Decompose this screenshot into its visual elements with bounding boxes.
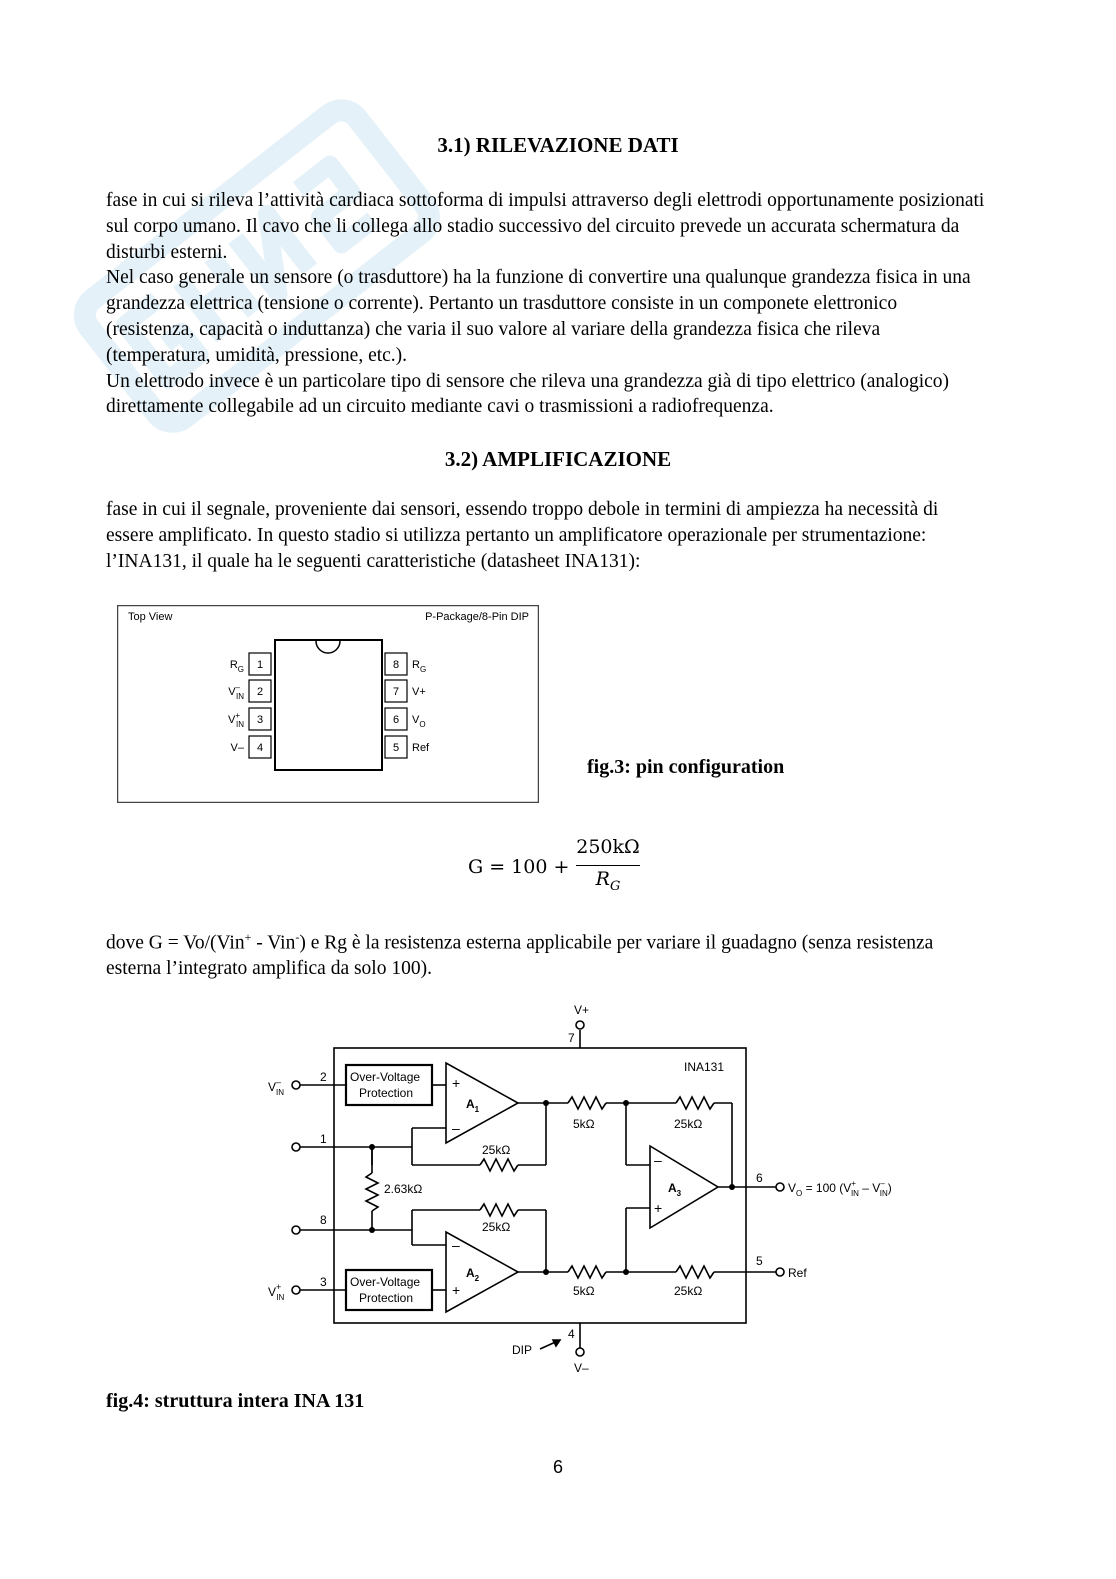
svg-text:5: 5: [392, 742, 400, 754]
svg-text:V–IN: V– IN: [228, 683, 244, 701]
r25k-bottom-value: 25kΩ: [674, 1284, 703, 1298]
fb2-value: 25kΩ: [482, 1220, 511, 1234]
vin-minus-label: V– IN: [268, 1077, 285, 1097]
ovp-top-line1: Over-Voltage: [350, 1070, 421, 1084]
pin1-label: 1: [320, 1132, 327, 1146]
resistor-5k-bottom: [568, 1266, 606, 1278]
gain-formula: [468, 836, 648, 900]
svg-text:V–: V–: [230, 742, 244, 754]
resistor-gain-2-63k: [366, 1173, 378, 1211]
pin8-label: 8: [320, 1213, 327, 1227]
top-view-label: Top View: [128, 611, 173, 623]
section-heading-rilevazione: 3.1) RILEVAZIONE DATI: [437, 133, 679, 157]
section-heading-amplificazione: 3.2) AMPLIFICAZIONE: [444, 447, 672, 471]
figure-3-caption: fig.3: pin configuration: [587, 756, 785, 778]
ovp-bottom-line1: Over-Voltage: [350, 1275, 421, 1289]
gain-description: [106, 925, 986, 982]
paragraph: Un elettrodo invece è un particolare tipo di sensore che rileva una grandezza già di tipo elettrico (analogico) direttamente collegabile ad un circuito mediante cavi o trasmissioni a radiofrequenza.: [106, 370, 950, 418]
formula-numerator: 250kΩ: [576, 836, 640, 858]
section-body-rilevazione: [106, 188, 986, 420]
svg-text:RG: $R_G$: [412, 659, 427, 674]
pin6-label: 6: [756, 1171, 763, 1185]
resistor-25k-fb1: [480, 1159, 518, 1171]
pin4-label: 4: [568, 1327, 575, 1341]
r25k-top-value: 25kΩ: [674, 1117, 703, 1131]
svg-text:7: 7: [392, 686, 400, 698]
formula-denominator: $R_G$: [595, 868, 621, 894]
vin-plus-label: V+ IN: [268, 1282, 285, 1302]
resistor-25k-top: [676, 1097, 714, 1109]
paragraph: fase in cui si rileva l’attività cardiaca sottoforma di impulsi attraverso degli elettrodi opportunamente posizionati sul corpo umano. Il cavo che li collega allo stadio successivo del circuito prevede un accurata schermatura da disturbi esterni.: [106, 190, 985, 263]
a1-plus: +: [452, 1075, 461, 1091]
svg-text:2: 2: [256, 686, 264, 698]
vplus-label: V+: [574, 1003, 590, 1017]
paragraph: Nel caso generale un sensore (o trasduttore) ha la funzione di convertire una qualunque grandezza fisica in una grandezza elettrica (tensione o corrente). Pertanto un trasduttore consiste in un componete elettronico (resistenza, capacità o induttanza) che varia il suo valore al variare della grandezza fisica che rileva (temperatura, umidità, pressione, etc.).: [106, 267, 971, 366]
figure-4-caption: fig.4: struttura intera INA 131: [106, 1390, 365, 1412]
pin3-label: 3: [320, 1275, 327, 1289]
pin-configuration-figure: [117, 605, 539, 803]
package-label: P-Package/8-Pin DIP: [425, 611, 529, 623]
chip-body: [275, 640, 382, 770]
paragraph: dove G = Vo/(Vin+ - Vin-) e Rg è la resistenza esterna applicabile per variare il guadagno (senza resistenza esterna l’integrato amplifica da solo 100).: [106, 930, 934, 980]
resistor-5k-top: [568, 1097, 606, 1109]
paragraph: fase in cui il segnale, proveniente dai sensori, essendo troppo debole in termini di ampiezza ha necessità di essere amplificato. In questo stadio si utilizza pertanto un amplificatore operazionale per strumentazione: l’INA131, il quale ha le seguenti caratteristiche (datasheet INA131):: [106, 499, 939, 572]
svg-text:8: 8: [392, 659, 400, 671]
a3-plus: +: [654, 1200, 663, 1216]
formula-fraction: [576, 836, 640, 894]
svg-text:4: 4: [256, 742, 264, 754]
formula-lhs: G = 100 +: [468, 856, 570, 878]
a2-minus: –: [452, 1237, 460, 1253]
svg-text:6: 6: [392, 714, 400, 726]
a3-minus: –: [654, 1152, 662, 1168]
svg-text:1: 1: [256, 659, 264, 671]
svg-text:V+IN: V+ IN: [227, 711, 244, 729]
a2-label: $A_2$: [466, 1266, 480, 1283]
svg-text:RG: $R_G$: [229, 659, 244, 674]
r5k-top-value: 5kΩ: [573, 1117, 595, 1131]
ina131-circuit-diagram: [262, 1000, 942, 1378]
dip-label: DIP: [512, 1343, 533, 1357]
fb1-value: 25kΩ: [482, 1143, 511, 1157]
a2-plus: +: [452, 1282, 461, 1298]
gain-resistor-value: 2.63kΩ: [384, 1182, 423, 1196]
resistor-25k-bottom: [676, 1266, 714, 1278]
output-equation: $V_O = 100$ (V+ IN – V– IN): [788, 1179, 892, 1198]
svg-text:3: 3: [256, 714, 264, 726]
section-body-amplificazione: [106, 497, 986, 574]
page-number: 6: [552, 1457, 563, 1477]
r5k-bottom-value: 5kΩ: [573, 1284, 595, 1298]
a3-label: $A_3$: [668, 1181, 682, 1198]
vminus-label: V–: [574, 1361, 589, 1375]
ovp-top-line2: Protection: [359, 1086, 414, 1100]
ovp-bottom-line2: Protection: [359, 1291, 414, 1305]
svg-text:V+: V+: [412, 686, 426, 698]
chip-name-label: INA131: [684, 1060, 725, 1074]
pin7-label: 7: [568, 1031, 575, 1045]
pin2-label: 2: [320, 1070, 327, 1084]
fraction-bar: [576, 865, 640, 866]
a1-minus: –: [452, 1120, 460, 1136]
svg-text:VO: $V_O$: [412, 714, 426, 729]
ref-label: Ref: [788, 1266, 807, 1280]
svg-text:Ref: Ref: [412, 742, 430, 754]
a1-label: $A_1$: [466, 1097, 480, 1114]
resistor-25k-fb2: [480, 1204, 518, 1216]
pin5-label: 5: [756, 1254, 763, 1268]
